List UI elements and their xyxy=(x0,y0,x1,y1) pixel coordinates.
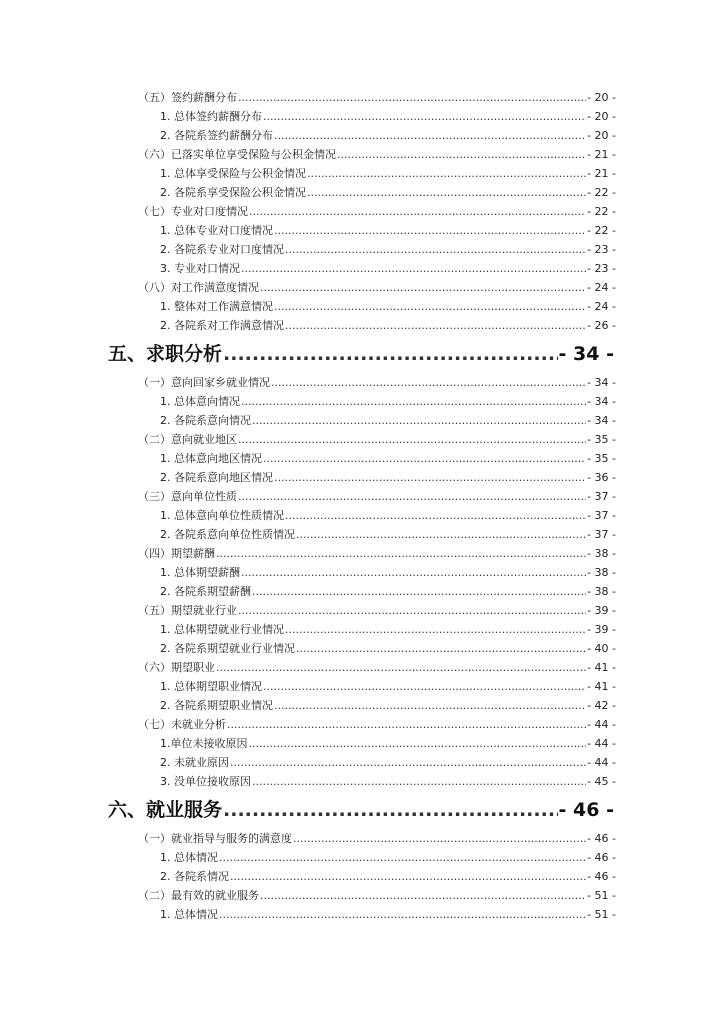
toc-entry[interactable] xyxy=(138,147,616,163)
toc-title: 1. 总体享受保险与公积金情况 xyxy=(160,167,306,180)
toc-page: - 37 - xyxy=(587,490,616,503)
toc-page: - 44 - xyxy=(587,756,616,769)
toc-leader xyxy=(274,299,586,315)
toc-leader xyxy=(249,204,586,220)
toc-title: 2. 各院系意向地区情况 xyxy=(160,471,273,484)
toc-page: - 37 - xyxy=(587,528,616,541)
toc-leader xyxy=(260,888,586,904)
toc-title: （五）期望就业行业 xyxy=(138,604,237,617)
toc-entry[interactable] xyxy=(160,394,616,410)
toc-page: - 26 - xyxy=(587,319,616,332)
toc-entry[interactable] xyxy=(138,90,616,106)
toc-entry[interactable] xyxy=(160,869,616,885)
toc-entry[interactable] xyxy=(160,679,616,695)
toc-leader xyxy=(241,394,586,410)
toc-page: - 24 - xyxy=(587,281,616,294)
toc-leader xyxy=(296,641,586,657)
toc-entry[interactable] xyxy=(138,831,616,847)
toc-entry[interactable] xyxy=(138,660,616,676)
toc-page: - 45 - xyxy=(587,775,616,788)
toc-leader xyxy=(238,603,586,619)
toc-page: - 22 - xyxy=(587,224,616,237)
toc-page: - 41 - xyxy=(587,661,616,674)
toc-leader xyxy=(337,147,586,163)
toc-entry[interactable] xyxy=(138,546,616,562)
toc-title: （一）意向回家乡就业情况 xyxy=(138,376,270,389)
toc-leader xyxy=(223,796,558,824)
toc-entry[interactable] xyxy=(160,166,616,182)
toc-leader xyxy=(274,698,586,714)
toc-page: - 23 - xyxy=(587,243,616,256)
toc-entry[interactable] xyxy=(160,109,616,125)
toc-page: - 37 - xyxy=(587,509,616,522)
toc-entry[interactable] xyxy=(138,432,616,448)
toc-entry[interactable] xyxy=(138,204,616,220)
toc-entry[interactable] xyxy=(138,375,616,391)
toc-page: - 35 - xyxy=(587,452,616,465)
toc-entry[interactable] xyxy=(160,774,616,790)
toc-entry[interactable] xyxy=(160,261,616,277)
toc-entry[interactable] xyxy=(160,641,616,657)
toc-entry[interactable] xyxy=(138,888,616,904)
toc-leader xyxy=(238,432,586,448)
toc-title: 1. 总体意向地区情况 xyxy=(160,452,262,465)
toc-title: 2. 各院系期望职业情况 xyxy=(160,699,273,712)
toc-entry[interactable] xyxy=(160,451,616,467)
toc-leader xyxy=(285,318,586,334)
toc-entry[interactable] xyxy=(160,413,616,429)
toc-title: 2. 各院系专业对口度情况 xyxy=(160,243,284,256)
toc-title: （七）专业对口度情况 xyxy=(138,205,248,218)
toc-title: 1. 整体对工作满意情况 xyxy=(160,300,273,313)
toc-title: 1. 总体期望薪酬 xyxy=(160,566,240,579)
toc-entry[interactable] xyxy=(160,299,616,315)
toc-leader xyxy=(230,869,586,885)
toc-title: 1. 总体期望就业行业情况 xyxy=(160,623,284,636)
toc-title: 1. 总体意向单位性质情况 xyxy=(160,509,284,522)
toc-page: - 34 - xyxy=(587,376,616,389)
toc-title: （六）已落实单位享受保险与公积金情况 xyxy=(138,148,336,161)
toc-leader xyxy=(263,451,586,467)
toc-page: - 39 - xyxy=(587,604,616,617)
toc-page: - 38 - xyxy=(587,547,616,560)
toc-title: 1. 总体专业对口度情况 xyxy=(160,224,273,237)
toc-leader xyxy=(241,261,586,277)
toc-leader xyxy=(230,755,586,771)
toc-leader xyxy=(263,109,586,125)
toc-leader xyxy=(260,280,586,296)
toc-leader xyxy=(252,774,586,790)
toc-entry[interactable] xyxy=(160,907,616,923)
toc-entry[interactable] xyxy=(160,565,616,581)
toc-entry[interactable] xyxy=(160,527,616,543)
toc-page: - 46 - xyxy=(587,832,616,845)
toc-title: （七）未就业分析 xyxy=(138,718,226,731)
toc-title: （三）意向单位性质 xyxy=(138,490,237,503)
toc-page: - 42 - xyxy=(587,699,616,712)
toc-leader xyxy=(293,831,586,847)
toc-page: - 22 - xyxy=(587,186,616,199)
toc-title: 3. 专业对口情况 xyxy=(160,262,240,275)
toc-page: - 46 - xyxy=(587,851,616,864)
toc-page: - 21 - xyxy=(587,167,616,180)
toc-title: 2. 各院系期望薪酬 xyxy=(160,585,251,598)
toc-page: - 23 - xyxy=(587,262,616,275)
toc-entry[interactable] xyxy=(160,508,616,524)
toc-leader xyxy=(285,242,586,258)
toc-entry[interactable] xyxy=(160,318,616,334)
toc-title: （六）期望职业 xyxy=(138,661,215,674)
toc-title: 2. 各院系享受保险公积金情况 xyxy=(160,186,306,199)
toc-leader xyxy=(238,90,586,106)
toc-entry[interactable] xyxy=(160,736,616,752)
toc-title: 2. 各院系期望就业行业情况 xyxy=(160,642,295,655)
toc-title: 1. 总体签约薪酬分布 xyxy=(160,110,262,123)
toc-page: - 34 - xyxy=(587,395,616,408)
toc-page: - 46 - xyxy=(558,799,614,821)
toc-page: - 41 - xyxy=(587,680,616,693)
toc-page: - 22 - xyxy=(587,205,616,218)
toc-leader xyxy=(274,128,586,144)
toc-page: - 35 - xyxy=(587,433,616,446)
toc-leader xyxy=(274,223,586,239)
toc-page: - 21 - xyxy=(587,148,616,161)
toc-leader xyxy=(285,622,586,638)
toc-page: - 38 - xyxy=(587,566,616,579)
toc-title: 2. 各院系对工作满意情况 xyxy=(160,319,284,332)
toc-title: （五）签约薪酬分布 xyxy=(138,91,237,104)
toc-title: （二）最有效的就业服务 xyxy=(138,889,259,902)
toc-entry[interactable] xyxy=(160,850,616,866)
toc-entry[interactable] xyxy=(138,603,616,619)
toc-leader xyxy=(307,166,586,182)
toc-leader xyxy=(285,508,586,524)
toc-page: - 40 - xyxy=(587,642,616,655)
toc-page: - 44 - xyxy=(587,718,616,731)
toc-leader xyxy=(274,470,586,486)
toc-leader xyxy=(219,907,586,923)
toc-leader xyxy=(249,736,587,752)
toc-title: （四）期望薪酬 xyxy=(138,547,215,560)
toc-entry[interactable] xyxy=(160,698,616,714)
toc-leader xyxy=(227,717,586,733)
toc-page: - 44 - xyxy=(587,737,616,750)
toc-page: - 39 - xyxy=(587,623,616,636)
toc-title: 2. 各院系意向情况 xyxy=(160,414,251,427)
toc-entry[interactable] xyxy=(160,242,616,258)
toc-entry[interactable] xyxy=(160,755,616,771)
toc-entry[interactable] xyxy=(160,185,616,201)
toc-entry[interactable] xyxy=(160,223,616,239)
toc-leader xyxy=(252,413,586,429)
toc-title: 六、就业服务 xyxy=(108,799,223,821)
toc-entry[interactable] xyxy=(160,128,616,144)
toc-leader xyxy=(216,660,586,676)
toc-leader xyxy=(252,584,586,600)
toc-title: （二）意向就业地区 xyxy=(138,433,237,446)
toc-leader xyxy=(238,489,586,505)
toc-entry[interactable] xyxy=(138,280,616,296)
toc-chapter-heading[interactable] xyxy=(108,340,614,368)
toc-title: 1. 总体期望职业情况 xyxy=(160,680,262,693)
toc-page: - 34 - xyxy=(587,414,616,427)
toc-page: - 20 - xyxy=(587,129,616,142)
toc-leader xyxy=(241,565,586,581)
toc-title: 1. 总体情况 xyxy=(160,908,218,921)
toc-title: 1. 总体情况 xyxy=(160,851,218,864)
toc-page: - 46 - xyxy=(587,870,616,883)
toc-leader xyxy=(263,679,586,695)
toc-title: 五、求职分析 xyxy=(108,343,223,365)
toc-leader xyxy=(271,375,586,391)
toc-entry[interactable] xyxy=(138,717,616,733)
toc-page: - 38 - xyxy=(587,585,616,598)
toc-title: 1. 总体意向情况 xyxy=(160,395,240,408)
toc-page: - 20 - xyxy=(587,91,616,104)
toc-title: 2. 各院系意向单位性质情况 xyxy=(160,528,295,541)
toc-title: 3. 没单位接收原因 xyxy=(160,775,251,788)
toc-page: - 51 - xyxy=(587,889,616,902)
toc-title: 1.单位未接收原因 xyxy=(160,737,248,750)
toc-title: 2. 各院系签约薪酬分布 xyxy=(160,129,273,142)
toc-page: - 20 - xyxy=(587,110,616,123)
toc-leader xyxy=(216,546,586,562)
toc-title: 2. 未就业原因 xyxy=(160,756,229,769)
toc-entry[interactable] xyxy=(160,622,616,638)
toc-entry[interactable] xyxy=(160,470,616,486)
toc-entry[interactable] xyxy=(160,584,616,600)
toc-title: （一）就业指导与服务的满意度 xyxy=(138,832,292,845)
toc-page: - 24 - xyxy=(587,300,616,313)
toc-title: 2. 各院系情况 xyxy=(160,870,229,883)
toc-leader xyxy=(307,185,586,201)
toc-leader xyxy=(223,340,558,368)
toc-leader xyxy=(219,850,586,866)
toc-leader xyxy=(296,527,586,543)
toc-entry[interactable] xyxy=(138,489,616,505)
toc-page: - 36 - xyxy=(587,471,616,484)
toc-page: - 51 - xyxy=(587,908,616,921)
toc-chapter-heading[interactable] xyxy=(108,796,614,824)
toc-title: （八）对工作满意度情况 xyxy=(138,281,259,294)
toc-page: - 34 - xyxy=(558,343,614,365)
